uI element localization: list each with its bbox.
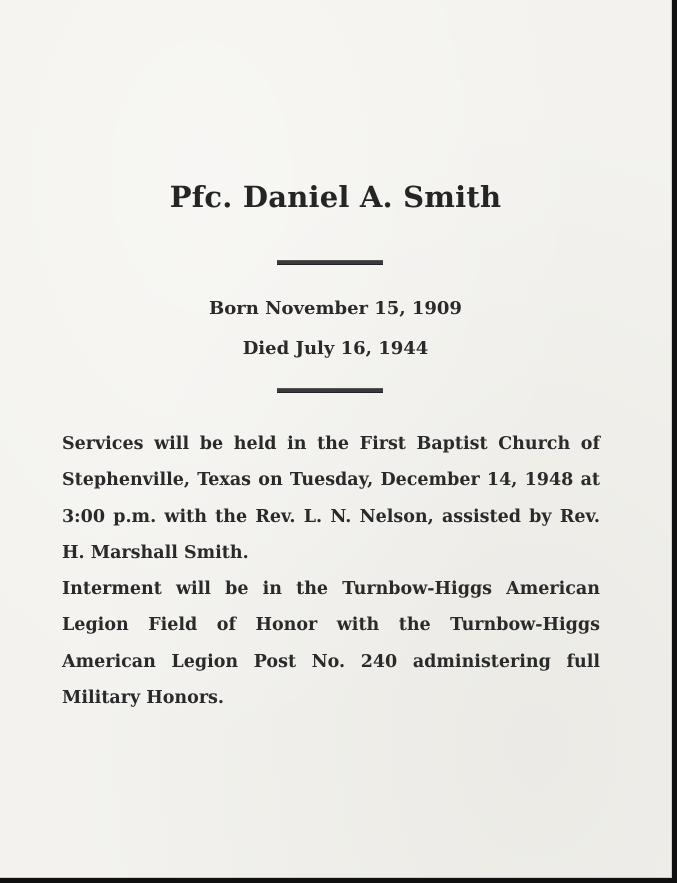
notice-body bbox=[62, 426, 600, 716]
death-date: Died July 16, 1944 bbox=[242, 338, 429, 359]
birth-date: Born November 15, 1909 bbox=[209, 298, 462, 319]
page-title: Pfc. Daniel A. Smith bbox=[169, 180, 502, 214]
divider-bottom bbox=[277, 388, 383, 393]
interment-paragraph: Interment will be in the Turnbow-Higgs American Legion Field of Honor with the Turnbow-Higgs American Legion Post No. 240 administering full Military Honors. bbox=[62, 579, 600, 709]
divider-top bbox=[277, 260, 383, 265]
services-paragraph: Services will be held in the First Baptist Church of Stephenville, Texas on Tuesday, December 14, 1948 at 3:00 p.m. with the Rev. L. N. Nelson, assisted by Rev. H. Marshall Smith. bbox=[62, 434, 600, 563]
